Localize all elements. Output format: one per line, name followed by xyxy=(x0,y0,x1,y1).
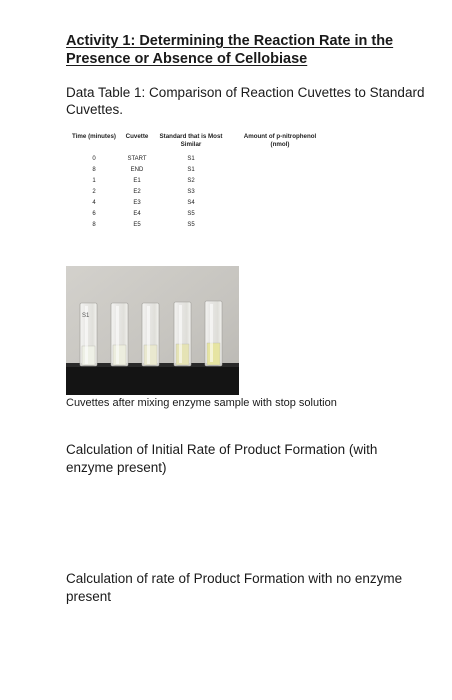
cell-cuvette: START xyxy=(127,156,147,162)
cell-time: 8 xyxy=(92,222,96,228)
header-cuvette xyxy=(122,133,152,149)
cell-amount xyxy=(230,165,330,176)
cuvette-5 xyxy=(205,301,222,366)
table-row xyxy=(66,220,330,231)
cell-cuvette: END xyxy=(130,167,144,173)
cell-amount xyxy=(230,154,330,165)
cell-cuvette: E5 xyxy=(133,222,141,228)
cell-standard: S1 xyxy=(187,156,195,162)
table-row xyxy=(66,176,330,187)
table-row xyxy=(66,165,330,176)
cell-time: 1 xyxy=(92,178,96,184)
header-amount-line2: (nmol) xyxy=(270,141,290,148)
cell-standard: S2 xyxy=(187,178,195,184)
cell-amount xyxy=(230,209,330,220)
cuvette-2 xyxy=(111,303,128,366)
header-time-label: Time (minutes) xyxy=(72,133,116,140)
cell-amount xyxy=(230,220,330,231)
header-time xyxy=(66,133,122,149)
cell-time: 0 xyxy=(92,156,96,162)
cell-standard: S5 xyxy=(187,222,195,228)
cuvette-1 xyxy=(80,303,97,366)
cell-standard: S4 xyxy=(187,200,195,206)
header-amount xyxy=(230,133,330,149)
cell-standard: S1 xyxy=(187,167,195,173)
cell-time: 4 xyxy=(92,200,96,206)
cuvette-3 xyxy=(142,303,159,366)
cuvette-4 xyxy=(174,302,191,366)
table-row xyxy=(66,198,330,209)
cell-cuvette: E1 xyxy=(133,178,141,184)
table-caption: Data Table 1: Comparison of Reaction Cuvettes to Standard Cuvettes. xyxy=(66,85,425,117)
header-standard-line2: Similar xyxy=(180,141,202,148)
header-standard xyxy=(152,133,230,149)
cell-standard: S3 xyxy=(187,189,195,195)
cuvettes-photo xyxy=(66,266,239,395)
calc-initial-rate-heading: Calculation of Initial Rate of Product Formation (with enzyme present) xyxy=(66,442,378,475)
cell-time: 8 xyxy=(92,167,96,173)
header-cuvette-label: Cuvette xyxy=(125,133,149,140)
cell-amount xyxy=(230,198,330,209)
table-row xyxy=(66,209,330,220)
cell-time: 6 xyxy=(92,211,96,217)
table-header-row xyxy=(66,133,330,149)
data-table xyxy=(66,133,330,231)
page-title: Activity 1: Determining the Reaction Rate in the Presence or Absence of Cellobiase xyxy=(66,33,394,67)
table-row xyxy=(66,187,330,198)
cell-cuvette: E2 xyxy=(133,189,141,195)
photo-caption: Cuvettes after mixing enzyme sample with stop solution xyxy=(66,397,337,409)
photo-bench xyxy=(66,366,239,395)
header-standard-line1: Standard that is Most xyxy=(159,133,223,140)
calc-no-enzyme-heading: Calculation of rate of Product Formation with no enzyme present xyxy=(66,571,403,604)
cell-time: 2 xyxy=(92,189,96,195)
cuvette-label: S1 xyxy=(82,313,90,319)
header-amount-line1: Amount of p-nitrophenol xyxy=(243,133,317,140)
cell-amount xyxy=(230,187,330,198)
cell-cuvette: E3 xyxy=(133,200,141,206)
table-row xyxy=(66,154,330,165)
cell-amount xyxy=(230,176,330,187)
cell-cuvette: E4 xyxy=(133,211,141,217)
cell-standard: S5 xyxy=(187,211,195,217)
